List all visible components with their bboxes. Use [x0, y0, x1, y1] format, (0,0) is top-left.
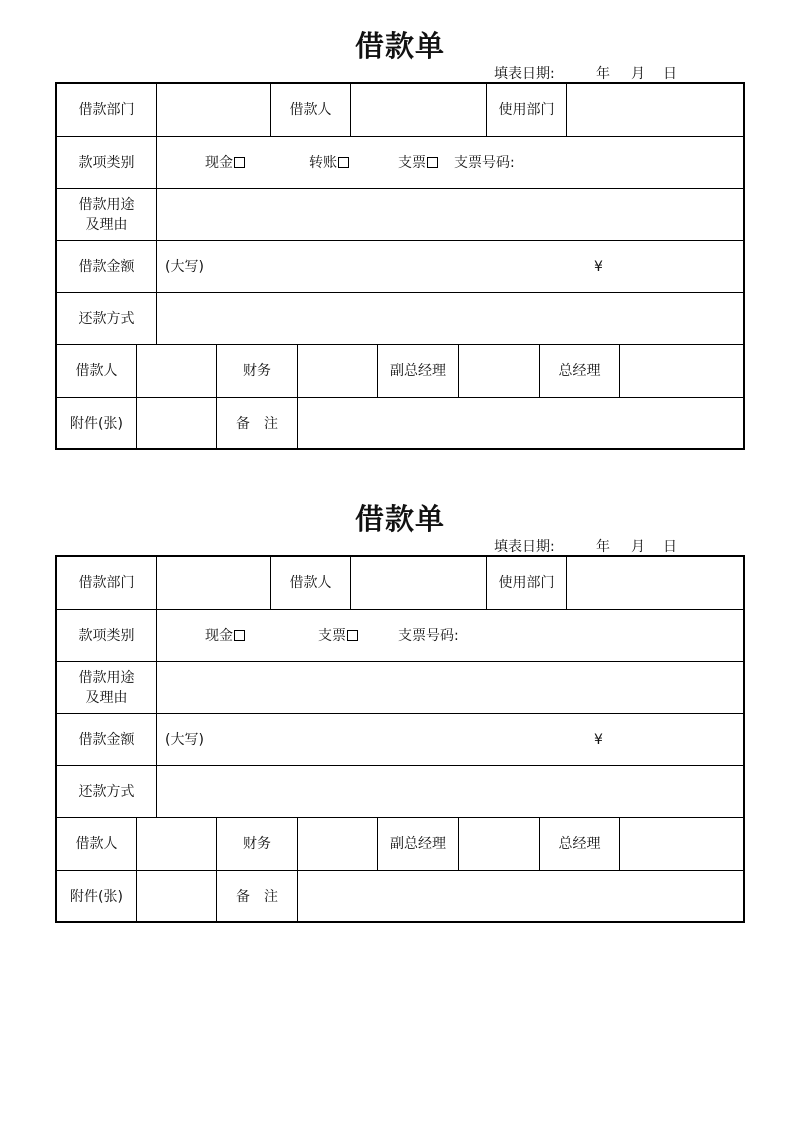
- fill-date-label: 填表日期:: [494, 539, 555, 555]
- option-cash[interactable]: [205, 137, 245, 188]
- vice-gm-field[interactable]: [459, 345, 539, 397]
- vice-gm-label: 副总经理: [390, 363, 446, 379]
- currency-symbol: ¥: [594, 731, 603, 748]
- year-label: 年: [596, 66, 610, 82]
- dept-label: 借款部门: [78, 102, 135, 118]
- type-label: 款项类别: [78, 627, 135, 644]
- option-transfer-label: 转账: [309, 154, 337, 171]
- option-check[interactable]: [398, 137, 438, 188]
- remarks-field[interactable]: [298, 398, 745, 450]
- month-label: 月: [631, 66, 645, 82]
- remarks-label: 备 注: [236, 889, 278, 905]
- finance-field[interactable]: [298, 345, 377, 397]
- month-label: 月: [631, 539, 645, 555]
- option-cash[interactable]: [205, 610, 245, 661]
- sign-borrower-field[interactable]: [137, 345, 216, 397]
- currency-symbol: ¥: [594, 258, 603, 275]
- repay-field[interactable]: [157, 766, 745, 817]
- gm-field[interactable]: [620, 818, 745, 870]
- checkbox-icon: [427, 157, 438, 168]
- option-cash-label: 现金: [205, 154, 233, 171]
- purpose-label-line1: 借款用途: [78, 669, 135, 686]
- vice-gm-label: 副总经理: [390, 836, 446, 852]
- finance-label: 财务: [243, 836, 271, 852]
- fill-date-label: 填表日期:: [494, 66, 555, 82]
- repay-label: 还款方式: [78, 310, 135, 327]
- purpose-label: [57, 189, 156, 240]
- option-transfer[interactable]: [309, 137, 349, 188]
- loan-table: [55, 555, 745, 923]
- day-label: 日: [663, 539, 677, 555]
- purpose-label-line2: 及理由: [85, 216, 128, 233]
- amount-words-label: (大写): [165, 258, 204, 275]
- borrower-label: 借款人: [289, 102, 332, 118]
- purpose-label-line2: 及理由: [85, 689, 128, 706]
- type-label: 款项类别: [78, 154, 135, 171]
- checkbox-icon: [234, 157, 245, 168]
- gm-label: 总经理: [558, 363, 601, 379]
- user-dept-label: 使用部门: [498, 102, 555, 118]
- purpose-field[interactable]: [157, 662, 745, 713]
- sign-borrower-field[interactable]: [137, 818, 216, 870]
- option-check[interactable]: [318, 610, 358, 661]
- borrower-field[interactable]: [351, 84, 486, 136]
- sign-borrower-label: 借款人: [75, 836, 118, 852]
- borrower-label: 借款人: [289, 575, 332, 591]
- user-dept-field[interactable]: [567, 84, 745, 136]
- remarks-field[interactable]: [298, 871, 745, 923]
- purpose-label: [57, 662, 156, 713]
- finance-field[interactable]: [298, 818, 377, 870]
- borrower-field[interactable]: [351, 557, 486, 609]
- check-no-label: 支票号码:: [454, 154, 515, 171]
- attachments-label: 附件(张): [70, 889, 123, 905]
- checkbox-icon: [338, 157, 349, 168]
- sign-borrower-label: 借款人: [75, 363, 118, 379]
- purpose-label-line1: 借款用途: [78, 196, 135, 213]
- amount-label: 借款金额: [78, 731, 135, 748]
- vice-gm-field[interactable]: [459, 818, 539, 870]
- form-title: 借款单: [354, 502, 445, 536]
- checkbox-icon: [347, 630, 358, 641]
- checkbox-icon: [234, 630, 245, 641]
- loan-table: [55, 82, 745, 450]
- attachments-field[interactable]: [137, 871, 216, 923]
- year-label: 年: [596, 539, 610, 555]
- attachments-label: 附件(张): [70, 416, 123, 432]
- dept-field[interactable]: [157, 557, 270, 609]
- option-check-label: 支票: [398, 154, 426, 171]
- user-dept-field[interactable]: [567, 557, 745, 609]
- day-label: 日: [663, 66, 677, 82]
- repay-field[interactable]: [157, 293, 745, 344]
- gm-label: 总经理: [558, 836, 601, 852]
- purpose-field[interactable]: [157, 189, 745, 240]
- amount-label: 借款金额: [78, 258, 135, 275]
- attachments-field[interactable]: [137, 398, 216, 450]
- dept-label: 借款部门: [78, 575, 135, 591]
- finance-label: 财务: [243, 363, 271, 379]
- check-no-label: 支票号码:: [398, 627, 459, 644]
- option-cash-label: 现金: [205, 627, 233, 644]
- option-check-label: 支票: [318, 627, 346, 644]
- repay-label: 还款方式: [78, 783, 135, 800]
- user-dept-label: 使用部门: [498, 575, 555, 591]
- gm-field[interactable]: [620, 345, 745, 397]
- form-title: 借款单: [354, 29, 445, 63]
- remarks-label: 备 注: [236, 416, 278, 432]
- amount-words-label: (大写): [165, 731, 204, 748]
- dept-field[interactable]: [157, 84, 270, 136]
